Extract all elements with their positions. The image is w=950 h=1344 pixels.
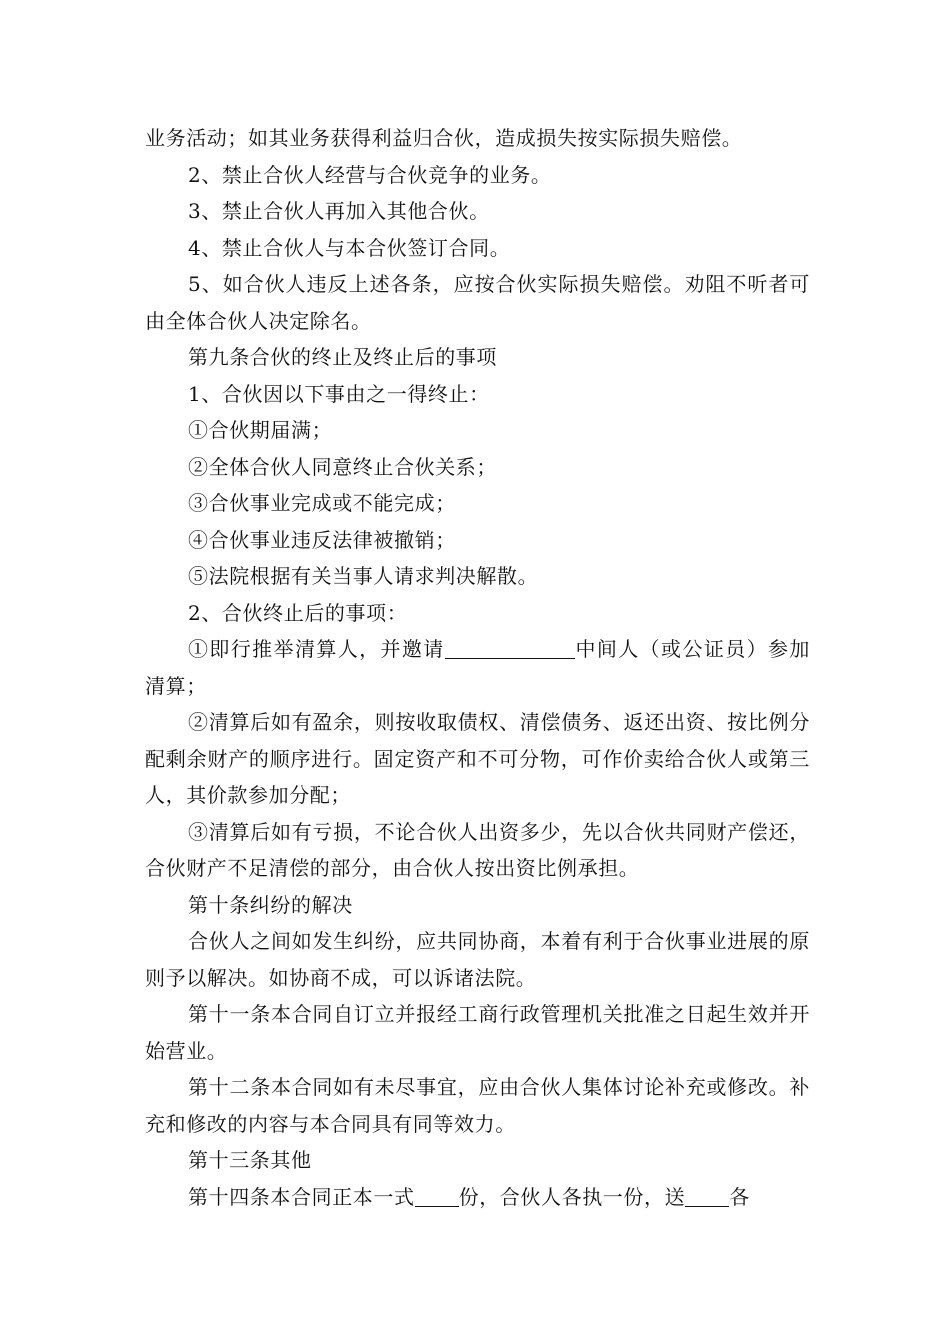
termination-reason-3: ③合伙事业完成或不能完成； (188, 491, 456, 515)
item-1-text-after: 中间人（或公证员）参加清算； (145, 637, 811, 698)
article-13-heading: 第十三条其他 (188, 1148, 312, 1172)
termination-reason-2: ②全体合伙人同意终止合伙关系； (188, 454, 497, 479)
clause-item-3-no-other-partnership: 3、禁止合伙人再加入其他合伙。 (188, 199, 490, 223)
article-14-part-1: 第十四条本合同正本一式 (188, 1184, 415, 1209)
termination-reason-1: ①合伙期届满； (188, 418, 333, 442)
clause-item-2-no-competition: 2、禁止合伙人经营与合伙竞争的业务。 (188, 162, 552, 187)
article-10-heading: 第十条纠纷的解决 (188, 892, 353, 917)
post-termination-item-1 (145, 631, 810, 704)
fill-in-blank-copies[interactable] (415, 1184, 459, 1207)
fill-in-blank-intermediary[interactable] (445, 636, 575, 659)
article-14-text (145, 1179, 810, 1216)
article-12-text: 第十二条本合同如有未尽事宜，应由合伙人集体讨论补充或修改。补充和修改的内容与本合同具有同等效力。 (145, 1075, 810, 1136)
termination-reasons-intro: 1、合伙因以下事由之一得终止： (188, 381, 490, 406)
paragraph-business-activity: 业务活动；如其业务获得利益归合伙，造成损失按实际损失赔偿。 (145, 126, 743, 150)
post-termination-item-2: ②清算后如有盈余，则按收取债权、清偿债务、返还出资、按比例分配剩余财产的顺序进行。固定资产和不可分物，可作价卖给合伙人或第三人，其价款参加分配； (145, 710, 810, 807)
clause-item-4-no-contract: 4、禁止合伙人与本合伙签订合同。 (188, 235, 511, 260)
fill-in-blank-recipients[interactable] (685, 1184, 729, 1207)
article-9-heading: 第九条合伙的终止及终止后的事项 (188, 345, 497, 369)
dispute-resolution-text: 合伙人之间如发生纠纷，应共同协商，本着有利于合伙事业进展的原则予以解决。如协商不成，可以诉诸法院。 (145, 929, 810, 990)
article-14-part-2: 份，合伙人各执一份，送 (458, 1184, 686, 1209)
post-termination-intro: 2、合伙终止后的事项： (188, 600, 408, 625)
article-14-part-3: 各 (729, 1184, 750, 1209)
clause-item-5-violation: 5、如合伙人违反上述各条，应按合伙实际损失赔偿。劝阻不听者可由全体合伙人决定除名。 (145, 272, 810, 333)
post-termination-item-3: ③清算后如有亏损，不论合伙人出资多少，先以合伙共同财产偿还，合伙财产不足清偿的部分，由合伙人按出资比例承担。 (145, 819, 810, 880)
item-1-text-before: ①即行推举清算人，并邀请 (188, 637, 445, 661)
article-11-text: 第十一条本合同自订立并报经工商行政管理机关批准之日起生效并开始营业。 (145, 1002, 810, 1063)
document-body (145, 120, 810, 1215)
termination-reason-4: ④合伙事业违反法律被撤销； (188, 527, 456, 552)
termination-reason-5: ⑤法院根据有关当事人请求判决解散。 (188, 564, 539, 588)
